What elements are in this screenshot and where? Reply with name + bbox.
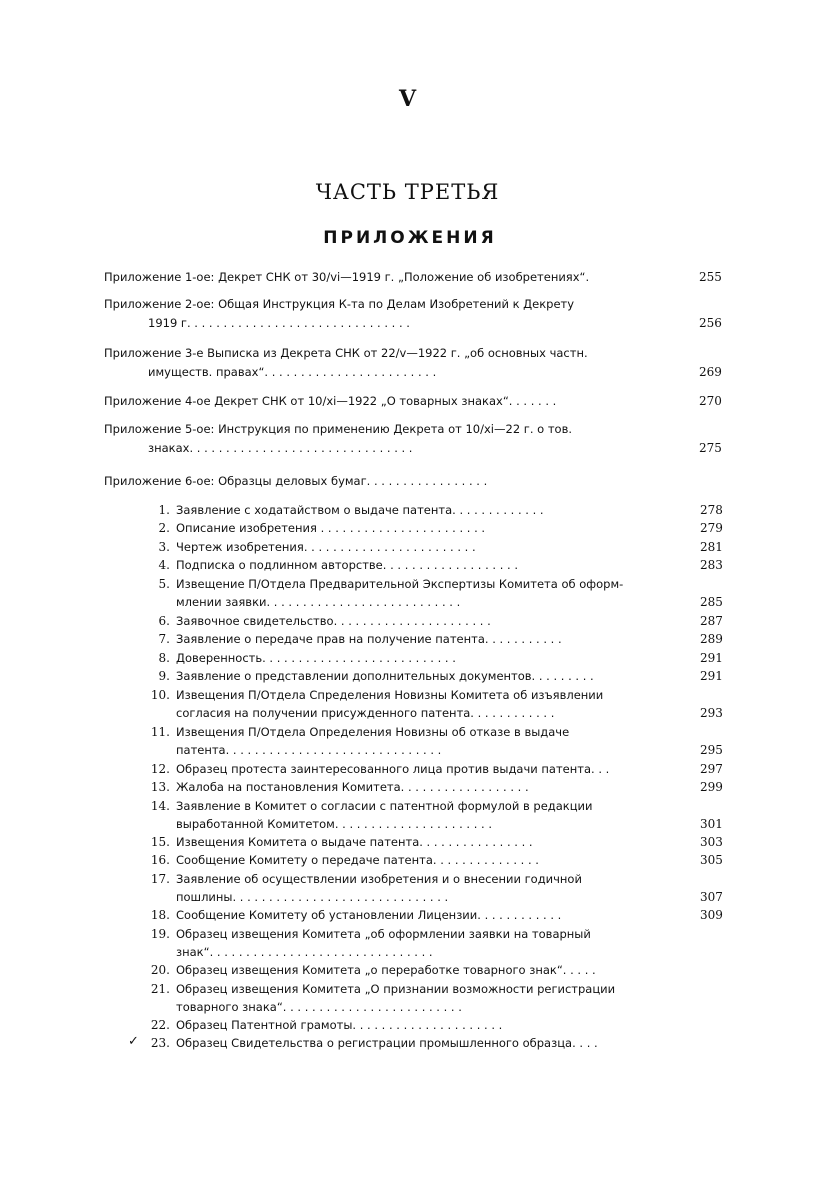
item-text: Сообщение Комитету о передаче патента. . . . . . . . . . . . . . .	[176, 853, 539, 867]
item-text: Образец протеста заинтересованного лица против выдачи патента. . .	[176, 762, 610, 776]
item-number: 3.	[158, 540, 170, 554]
item-text: Доверенность. . . . . . . . . . . . . . . . . . . . . . . . . . .	[176, 651, 456, 665]
item-number: 8.	[158, 651, 170, 665]
page-number: V	[398, 86, 417, 112]
item-page: 289	[700, 632, 723, 646]
appendix-continuation: знаках. . . . . . . . . . . . . . . . . . . . . . . . . . . . . . .	[148, 441, 413, 455]
item-text-cont: млении заявки. . . . . . . . . . . . . . . . . . . . . . . . . . .	[176, 595, 461, 609]
appendix-text: Приложение 5-ое: Инструкция по применению Декрета от 10/xi—22 г. о тов.	[104, 422, 573, 436]
item-text: Образец извещения Комитета „о переработке товарного знак“. . . . .	[176, 963, 596, 977]
form-item-19	[140, 925, 725, 961]
appendix-continuation: 1919 г. . . . . . . . . . . . . . . . . . . . . . . . . . . . . . .	[148, 316, 410, 330]
appendix-1	[104, 269, 729, 286]
item-text: Чертеж изобретения. . . . . . . . . . . . . . . . . . . . . . . .	[176, 540, 476, 554]
item-page: 283	[700, 558, 723, 572]
appendix-4	[104, 393, 729, 410]
item-number: 1.	[158, 503, 170, 517]
item-text: Образец Патентной грамоты. . . . . . . . . . . . . . . . . . . . .	[176, 1018, 503, 1032]
item-page: 287	[700, 614, 723, 628]
form-item-5	[140, 575, 725, 611]
item-text: Образец извещения Комитета „об оформлении заявки на товарный	[176, 927, 591, 941]
item-page: 293	[700, 706, 723, 720]
item-text-cont: пошлины. . . . . . . . . . . . . . . . . . . . . . . . . . . . . .	[176, 890, 449, 904]
item-text: Заявочное свидетельство. . . . . . . . . . . . . . . . . . . . . .	[176, 614, 491, 628]
item-text-cont: согласия на получении присужденного патента. . . . . . . . . . . .	[176, 706, 555, 720]
item-number: 17.	[150, 872, 170, 886]
part-title: ЧАСТЬ ТРЕТЬЯ	[315, 180, 500, 204]
appendix-text: Приложение 3-е Выписка из Декрета СНК от 22/v—1922 г. „об основных частн.	[104, 346, 588, 360]
item-page: 301	[700, 817, 723, 831]
item-text: Извещения П/Отдела Спределения Новизны Комитета об изъявлении	[176, 688, 604, 702]
item-number: 15.	[150, 835, 170, 849]
appendix-page: 269	[699, 365, 722, 379]
item-page: 303	[700, 835, 723, 849]
item-number: 4.	[158, 558, 170, 572]
appendix-continuation: имуществ. правах“. . . . . . . . . . . . . . . . . . . . . . . .	[148, 365, 437, 379]
appendix-6	[104, 473, 729, 490]
appendix-text: Приложение 4-ое Декрет СНК от 10/xi—1922 „О товарных знаках“. . . . . . .	[104, 394, 557, 408]
form-item-21	[140, 980, 725, 1016]
appendix-text: Приложение 2-ое: Общая Инструкция К-та по Делам Изобретений к Декрету	[104, 297, 575, 311]
appendix-page: 256	[699, 316, 722, 330]
item-number: 9.	[158, 669, 170, 683]
item-number: 14.	[150, 799, 170, 813]
appendix-page: 270	[699, 394, 722, 408]
item-text: Извещения П/Отдела Определения Новизны об отказе в выдаче	[176, 725, 570, 739]
item-text-cont: патента. . . . . . . . . . . . . . . . . . . . . . . . . . . . . .	[176, 743, 442, 757]
item-number: 19.	[150, 927, 170, 941]
item-number: 6.	[158, 614, 170, 628]
item-page: 299	[700, 780, 723, 794]
item-text: Заявление в Комитет о согласии с патентной формулой в редакции	[176, 799, 593, 813]
item-page: 279	[700, 521, 723, 535]
item-number: 16.	[150, 853, 170, 867]
item-page: 295	[700, 743, 723, 757]
item-text: Заявление о передаче прав на получение патента. . . . . . . . . . .	[176, 632, 562, 646]
item-text: Извещения Комитета о выдаче патента. . . . . . . . . . . . . . . .	[176, 835, 533, 849]
item-page: 291	[700, 669, 723, 683]
form-item-11	[140, 723, 725, 759]
form-item-10	[140, 686, 725, 722]
item-number: 7.	[158, 632, 170, 646]
item-number: 20.	[150, 963, 170, 977]
item-page: 291	[700, 651, 723, 665]
appendix-5	[104, 421, 729, 457]
appendix-text: Приложение 6-ое: Образцы деловых бумаг. . . . . . . . . . . . . . . . .	[104, 474, 488, 488]
appendix-page: 255	[699, 270, 722, 284]
item-number: 22.	[150, 1018, 170, 1032]
item-number: 23.	[150, 1036, 170, 1050]
appendix-page: 275	[699, 441, 722, 455]
item-text: Образец извещения Комитета „О признании возможности регистрации	[176, 982, 616, 996]
item-text-cont: товарного знака“. . . . . . . . . . . . . . . . . . . . . . . . .	[176, 1000, 462, 1014]
appendix-3	[104, 345, 729, 381]
item-page: 285	[700, 595, 723, 609]
section-title: ПРИЛОЖЕНИЯ	[323, 228, 497, 248]
item-text: Заявление об осуществлении изобретения и о внесении годичной	[176, 872, 582, 886]
form-item-14	[140, 797, 725, 833]
item-page: 297	[700, 762, 723, 776]
item-page: 309	[700, 908, 723, 922]
item-page: 278	[700, 503, 723, 517]
item-number: 21.	[150, 982, 170, 996]
item-page: 281	[700, 540, 723, 554]
form-item-17	[140, 870, 725, 906]
item-number: 18.	[150, 908, 170, 922]
appendix-2	[104, 296, 729, 332]
item-text: Извещение П/Отдела Предварительной Экспертизы Комитета об оформ-	[176, 577, 624, 591]
item-number: 11.	[150, 725, 170, 739]
item-text-cont: знак“. . . . . . . . . . . . . . . . . . . . . . . . . . . . . . .	[176, 945, 433, 959]
checkmark-icon: ✓	[128, 1034, 139, 1049]
item-text: Жалоба на постановления Комитета. . . . . . . . . . . . . . . . . .	[176, 780, 529, 794]
item-text: Сообщение Комитету об установлении Лицензии. . . . . . . . . . . .	[176, 908, 562, 922]
item-number: 5.	[158, 577, 170, 591]
item-text: Подписка о подлинном авторстве. . . . . . . . . . . . . . . . . . .	[176, 558, 519, 572]
appendix-text: Приложение 1-ое: Декрет СНК от 30/vi—1919 г. „Положение об изобретениях“.	[104, 270, 590, 284]
item-text: Заявление с ходатайством о выдаче патента. . . . . . . . . . . . .	[176, 503, 544, 517]
item-number: 10.	[150, 688, 170, 702]
item-number: 12.	[150, 762, 170, 776]
item-text: Описание изобретения . . . . . . . . . . . . . . . . . . . . . . .	[176, 521, 486, 535]
item-text: Заявление о представлении дополнительных документов. . . . . . . . .	[176, 669, 594, 683]
item-page: 307	[700, 890, 723, 904]
item-page: 305	[700, 853, 723, 867]
item-text: Образец Свидетельства о регистрации промышленного образца. . . .	[176, 1036, 598, 1050]
item-number: 2.	[158, 521, 170, 535]
item-number: 13.	[150, 780, 170, 794]
item-text-cont: выработанной Комитетом. . . . . . . . . . . . . . . . . . . . . .	[176, 817, 493, 831]
